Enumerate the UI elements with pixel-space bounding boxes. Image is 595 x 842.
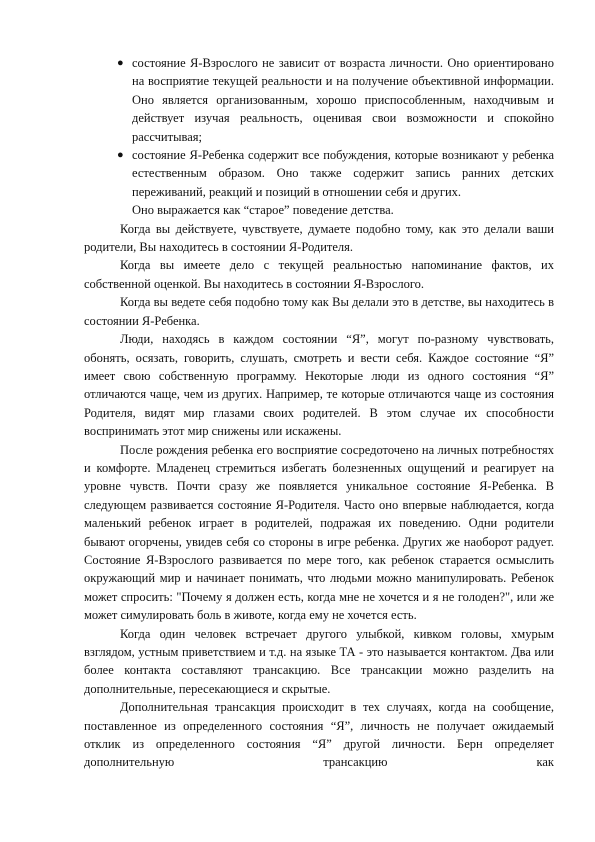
bullet-list [84, 54, 554, 201]
paragraph-contact: Когда один человек встречает другого улыбкой, кивком головы, хмурым взглядом, устным приветствием и т.д. на языке ТА - это называется контактом. Два или более контакта составляют трансакцию. Все трансакции можно разделить на дополнительные, пересекающиеся и скрытые. [84, 626, 554, 696]
paragraph-ego-states: Люди, находясь в каждом состоянии “Я”, могут по-разному чувствовать, обонять, осязать, говорить, слушать, смотреть и вести себя. Каждое состояние “Я” имеет свою собственную программу. Некоторые люди из одного состояния “Я” отличаются чаще, чем из других. Например, те которые отличаются чаще из состояния Родителя, видят мир глазами своих родителей. В этом случае их способности воспринимать этот мир снижены или искажены. [84, 332, 554, 439]
bullet-continuation: Оно выражается как “старое” поведение детства. [132, 203, 394, 218]
paragraph-adult-state: Когда вы имеете дело с текущей реальностью напоминание фактов, их собственной оценкой. Вы находитесь в состоянии Я-Взрослого. [84, 258, 554, 291]
bullet-item-child [84, 146, 554, 201]
paragraph-complementary-transaction: Дополнительная трансакция происходит в тех случаях, когда на сообщение, поставленное из определенного состояния “Я”, личность не получает ожидаемый отклик из определенного состояния “Я” другой личности. Берн определяет дополнительную трансакцию как [84, 700, 554, 770]
document-body [84, 54, 554, 772]
bullet-item-adult [84, 54, 554, 146]
bullet-text: состояние Я-Ребенка содержит все побуждения, которые возникают у ребенка естественным образом. Оно также содержит запись ранних детских переживаний, реакций и позиций в отношении себя и других. [132, 148, 554, 199]
paragraph-parent-state: Когда вы действуете, чувствуете, думаете подобно тому, как это делали ваши родители, Вы находитесь в состоянии Я-Родителя. [84, 221, 554, 255]
bullet-icon: ● [117, 149, 124, 162]
paragraph-child-state: Когда вы ведете себя подобно тому как Вы делали это в детстве, вы находитесь в состоянии Я-Ребенка. [84, 295, 554, 328]
bullet-text: состояние Я-Взрослого не зависит от возраста личности. Оно ориентировано на восприятие текущей реальности и на получение объективной информации. Оно является организованным, хорошо приспособленным, находчивым и действует изучая реальность, оценивая свои возможности и спокойно рассчитывая; [132, 56, 554, 144]
paragraph-development: После рождения ребенка его восприятие сосредоточено на личных потребностях и комфорте. Младенец стремиться избегать болезненных ощущений и реагирует на уровне чувств. Почти сразу же появляется уникальное состояние Я-Ребенка. В следующем развивается состояние Я-Родителя. Часто оно впервые наблюдается, когда маленький ребенок играет в родителей, подражая их поведению. Одни родители бывают огорчены, увидев себя со стороны в игре ребенка. Других же наоборот радует. Состояние Я-Взрослого развивается по мере того, как ребенок старается осмыслить окружающий мир и начинает понимать, что людьми можно манипулировать. Ребенок может спросить: "Почему я должен есть, когда мне не хочется и я не голоден?", или же может симулировать боль в животе, когда ему не хочется есть. [84, 442, 554, 623]
bullet-icon: ● [117, 57, 124, 69]
